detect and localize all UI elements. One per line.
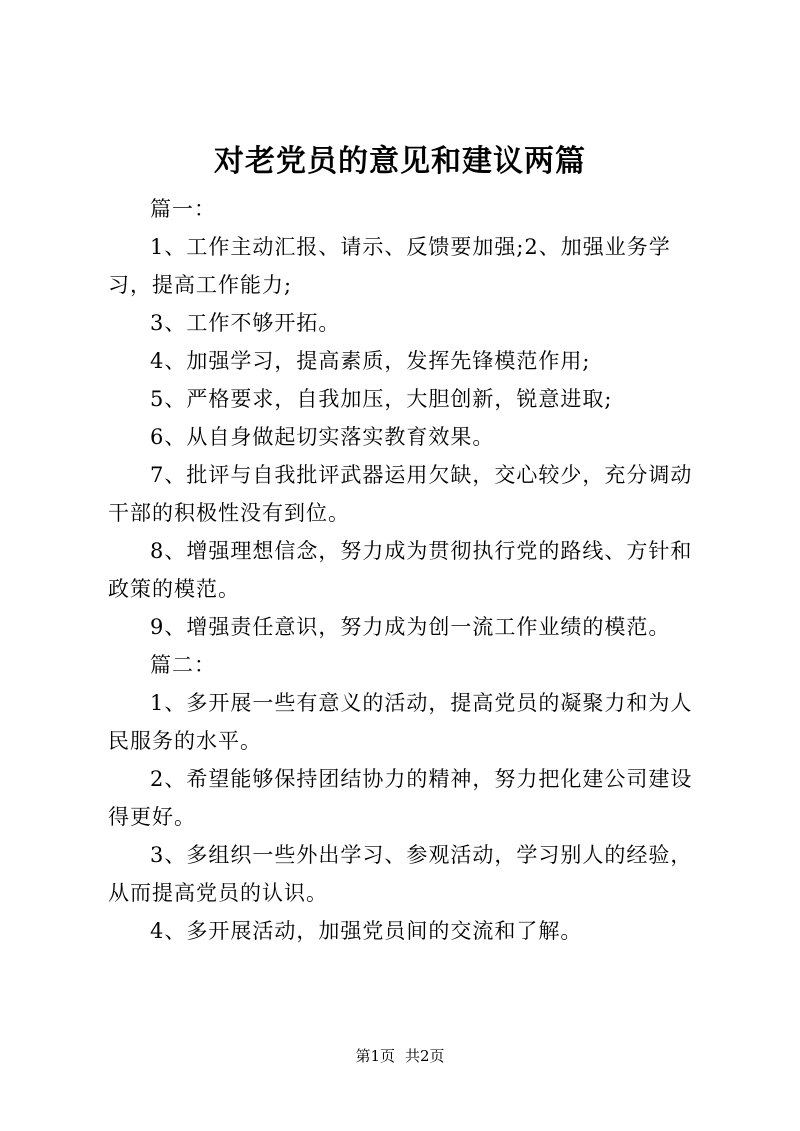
page-total: 共2页 [405, 1047, 445, 1065]
paragraph: 6、从自身做起切实落实教育效果。 [150, 425, 495, 449]
section-heading: 篇一： [150, 197, 216, 221]
paragraph: 4、多开展活动，加强党员间的交流和了解。 [150, 919, 583, 943]
paragraph: 3、多组织一些外出学习、参观活动，学习别人的经验，从而提高党员的认识。 [108, 843, 693, 905]
page-number: 第1页 [355, 1047, 395, 1065]
paragraph: 4、加强学习，提高素质，发挥先锋模范作用; [150, 349, 591, 373]
paragraph: 7、批评与自我批评武器运用欠缺，交心较少，充分调动干部的积极性没有到位。 [108, 463, 693, 525]
section-heading: 篇二： [150, 653, 216, 677]
document-title: 对老党员的意见和建议两篇 [214, 144, 586, 179]
document-body [108, 190, 704, 950]
paragraph: 1、工作主动汇报、请示、反馈要加强;2、加强业务学习，提高工作能力; [108, 235, 671, 297]
paragraph: 9、增强责任意识，努力成为创一流工作业绩的模范。 [150, 615, 671, 639]
paragraph: 8、增强理想信念，努力成为贯彻执行党的路线、方针和政策的模范。 [108, 539, 693, 601]
paragraph: 1、多开展一些有意义的活动，提高党员的凝聚力和为人民服务的水平。 [108, 691, 693, 753]
paragraph: 5、严格要求，自我加压，大胆创新，锐意进取; [150, 387, 613, 411]
paragraph: 2、希望能够保持团结协力的精神，努力把化建公司建设得更好。 [108, 767, 693, 829]
paragraph: 3、工作不够开拓。 [150, 311, 341, 335]
page-footer [0, 1045, 800, 1067]
